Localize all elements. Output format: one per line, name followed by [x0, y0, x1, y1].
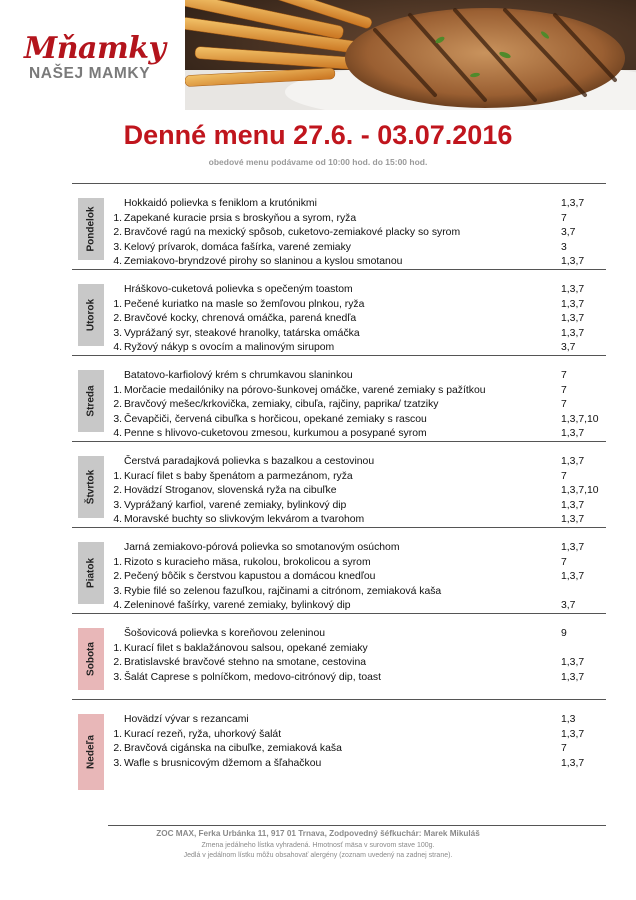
dish-name: Moravské buchty so slivkovým lekvárom a tvarohom [124, 514, 365, 525]
day-label [78, 370, 104, 432]
day-label [78, 542, 104, 604]
dish-row [108, 498, 606, 513]
allergen-codes: 1,3,7 [561, 327, 585, 339]
dish-row [108, 555, 606, 570]
allergen-codes: 1,3,7 [561, 728, 585, 740]
day-section [72, 184, 606, 270]
dish-number: 2. [113, 657, 122, 668]
soup-name: Hovädzí vývar s rezancami [124, 714, 249, 725]
dish-name: Penne s hlivovo-cuketovou zmesou, kurkumou a posypané syrom [124, 428, 427, 439]
allergen-codes: 1,3,7,10 [561, 413, 599, 425]
day-name: Pondelok [85, 206, 97, 252]
dish-row [108, 311, 606, 326]
dish-number: 2. [113, 399, 122, 410]
day-name: Streda [85, 385, 97, 417]
day-section [72, 700, 606, 800]
dish-number: 4. [113, 600, 122, 611]
dish-number: 1. [113, 556, 122, 568]
allergen-codes: 7 [561, 399, 567, 410]
dish-row [108, 584, 606, 599]
serving-hours: obedové menu podávame od 10:00 hod. do 15:00 hod. [208, 157, 428, 167]
dish-name: Bravčový mešec/krkovička, zemiaky, cibuľa, rajčiny, paprika/ tzatziky [124, 399, 439, 410]
dish-name: Hovädzí Stroganov, slovenská ryža na cibuľke [124, 485, 337, 496]
footer-note-weight: Zmena jedálneho lístka vyhradená. Hmotnosť mäsa v surovom stave 100g. [201, 842, 435, 849]
allergen-codes: 1,3,7 [561, 428, 585, 439]
dish-number: 2. [113, 743, 122, 754]
day-section [72, 356, 606, 442]
allergen-codes: 1,3,7 [561, 542, 585, 553]
soup-name: Hráškovo-cuketová polievka s opečeným toastom [124, 284, 353, 295]
allergen-codes: 1,3,7 [561, 313, 585, 324]
dish-number: 3. [113, 241, 122, 253]
allergen-codes: 1,3,7 [561, 284, 585, 295]
allergen-codes: 1,3,7 [561, 657, 585, 668]
dish-row [108, 598, 606, 613]
day-label [78, 198, 104, 260]
dish-name: Pečené kuriatko na masle so žemľovou plnkou, ryža [124, 298, 365, 310]
day-name: Nedeľa [85, 735, 97, 769]
footer-note-allergens: Jedlá v jedálnom lístku môžu obsahovať alergény (zoznam uvedený na zadnej strane). [183, 852, 453, 859]
allergen-codes: 7 [561, 212, 567, 224]
allergen-codes: 1,3 [561, 714, 576, 725]
dish-name: Morčacie medailóniky na pórovo-šunkovej omáčke, varené zemiaky s pažítkou [124, 384, 486, 396]
soup-name: Čerstvá paradajková polievka s bazalkou a cestovinou [124, 456, 375, 467]
day-label [78, 628, 104, 690]
allergen-codes: 3,7 [561, 227, 576, 238]
day-name: Sobota [85, 642, 97, 676]
allergen-codes: 1,3,7 [561, 514, 585, 525]
dish-name: Kelový prívarok, domáca fašírka, varené zemiaky [124, 241, 351, 253]
dish-name: Vyprážaný syr, steakové hranolky, tatárska omáčka [124, 327, 360, 339]
day-label [78, 714, 104, 790]
menu-title: Denné menu 27.6. - 03.07.2016 [123, 120, 513, 150]
dish-name: Rybie filé so zelenou fazuľkou, rajčinami a citrónom, zemiaková kaša [124, 585, 442, 597]
dish-row [108, 326, 606, 341]
dish-name: Čevapčiči, červená cibuľka s horčicou, opekané zemiaky s rascou [124, 413, 427, 425]
dish-number: 1. [113, 642, 122, 654]
dish-number: 4. [113, 256, 122, 267]
soup-row [108, 540, 606, 555]
day-label [78, 284, 104, 346]
day-name: Piatok [85, 557, 97, 589]
dish-number: 1. [113, 212, 122, 224]
dish-number: 3. [113, 499, 122, 511]
dish-row [108, 741, 606, 756]
dish-number: 1. [113, 728, 122, 740]
allergen-codes: 1,3,7 [561, 198, 585, 209]
allergen-codes: 3,7 [561, 342, 576, 353]
dish-row [108, 426, 606, 441]
allergen-codes: 7 [561, 470, 567, 482]
soup-name: Jarná zemiakovo-pórová polievka so smotanovým osúchom [124, 542, 400, 553]
dish-number: 4. [113, 428, 122, 439]
allergen-codes: 7 [561, 370, 567, 381]
soup-row [108, 712, 606, 727]
allergen-codes: 1,3,7 [561, 757, 585, 769]
dish-number: 3. [113, 327, 122, 339]
soup-row [108, 368, 606, 383]
dish-number: 4. [113, 342, 122, 353]
dish-row [108, 655, 606, 670]
dish-row [108, 383, 606, 398]
soup-row [108, 282, 606, 297]
dish-number: 4. [113, 514, 122, 525]
dish-name: Zeleninové fašírky, varené zemiaky, bylinkový dip [124, 600, 351, 611]
dish-row [108, 297, 606, 312]
dish-row [108, 240, 606, 255]
dish-name: Zapekané kuracie prsia s broskyňou a syrom, ryža [124, 212, 357, 224]
dish-name: Bravčové kocky, chrenová omáčka, parená knedľa [124, 313, 357, 324]
dish-row [108, 670, 606, 685]
allergen-codes: 9 [561, 628, 567, 639]
dish-number: 2. [113, 227, 122, 238]
dish-name: Vyprážaný karfiol, varené zemiaky, bylinkový dip [124, 499, 347, 511]
dish-row [108, 397, 606, 412]
dish-number: 1. [113, 298, 122, 310]
allergen-codes: 1,3,7,10 [561, 485, 599, 496]
allergen-codes: 1,3,7 [561, 499, 585, 511]
dish-number: 3. [113, 585, 122, 597]
dish-row [108, 211, 606, 226]
soup-row [108, 454, 606, 469]
dish-row [108, 340, 606, 355]
dish-name: Kurací rezeň, ryža, uhorkový šalát [124, 728, 282, 740]
dish-name: Kurací filet s baklažánovou salsou, opekané zemiaky [124, 642, 368, 654]
day-section [72, 528, 606, 614]
soup-name: Batatovo-karfiolový krém s chrumkavou slaninkou [124, 370, 353, 381]
day-section [72, 442, 606, 528]
dish-number: 2. [113, 571, 122, 582]
dish-row [108, 641, 606, 656]
allergen-codes: 3,7 [561, 600, 576, 611]
footer-divider [108, 825, 606, 826]
allergen-codes: 3 [561, 241, 567, 253]
dish-name: Wafle s brusnicovým džemom a šľahačkou [124, 757, 322, 769]
footer-address: ZOC MAX, Ferka Urbánka 11, 917 01 Trnava, Zodpovedný šéfkuchár: Marek Mikuláš [156, 829, 480, 838]
dish-row [108, 469, 606, 484]
allergen-codes: 1,3,7 [561, 571, 585, 582]
day-section [72, 270, 606, 356]
dish-row [108, 225, 606, 240]
dish-row [108, 512, 606, 527]
allergen-codes: 7 [561, 743, 567, 754]
dish-number: 1. [113, 384, 122, 396]
header-food-photo [185, 0, 636, 110]
dish-name: Bravčové ragú na mexický spôsob, cuketovo-zemiakové placky so syrom [124, 227, 461, 238]
dish-row [108, 756, 606, 771]
soup-name: Hokkaidó polievka s feniklom a krutónikmi [124, 198, 317, 209]
dish-name: Bratislavské bravčové stehno na smotane, cestovina [124, 657, 366, 668]
dish-number: 2. [113, 313, 122, 324]
dish-name: Kurací filet s baby špenátom a parmezánom, ryža [124, 470, 353, 482]
allergen-codes: 7 [561, 384, 567, 396]
allergen-codes: 1,3,7 [561, 298, 585, 310]
soup-row [108, 626, 606, 641]
dish-number: 1. [113, 470, 122, 482]
soup-row [108, 196, 606, 211]
allergen-codes: 1,3,7 [561, 256, 585, 267]
day-label [78, 456, 104, 518]
restaurant-logo [24, 31, 184, 83]
dish-row [108, 412, 606, 427]
dish-name: Zemiakovo-bryndzové pirohy so slaninou a kyslou smotanou [124, 256, 403, 267]
dish-name: Rizoto s kuracieho mäsa, rukolou, brokolicou a syrom [124, 556, 371, 568]
dish-row [108, 727, 606, 742]
day-name: Štvrtok [85, 469, 97, 505]
day-section [72, 614, 606, 700]
dish-name: Šalát Caprese s polníčkom, medovo-citrónový dip, toast [124, 671, 382, 683]
allergen-codes: 1,3,7 [561, 671, 585, 683]
dish-row [108, 569, 606, 584]
dish-row [108, 483, 606, 498]
dish-number: 3. [113, 413, 122, 425]
logo-script-text: Mňamky [24, 31, 166, 66]
dish-name: Pečený bôčik s čerstvou kapustou a domácou knedľou [124, 571, 376, 582]
day-name: Utorok [85, 298, 97, 332]
dish-name: Bravčová cigánska na cibuľke, zemiaková kaša [124, 743, 342, 754]
dish-number: 3. [113, 671, 122, 683]
allergen-codes: 7 [561, 556, 567, 568]
logo-subtitle: NAŠEJ MAMKY [29, 65, 151, 82]
dish-number: 3. [113, 757, 122, 769]
dish-name: Ryžový nákyp s ovocím a malinovým sirupom [124, 342, 335, 353]
dish-row [108, 254, 606, 269]
allergen-codes: 1,3,7 [561, 456, 585, 467]
soup-name: Šošovicová polievka s koreňovou zeleninou [124, 628, 326, 639]
dish-number: 2. [113, 485, 122, 496]
